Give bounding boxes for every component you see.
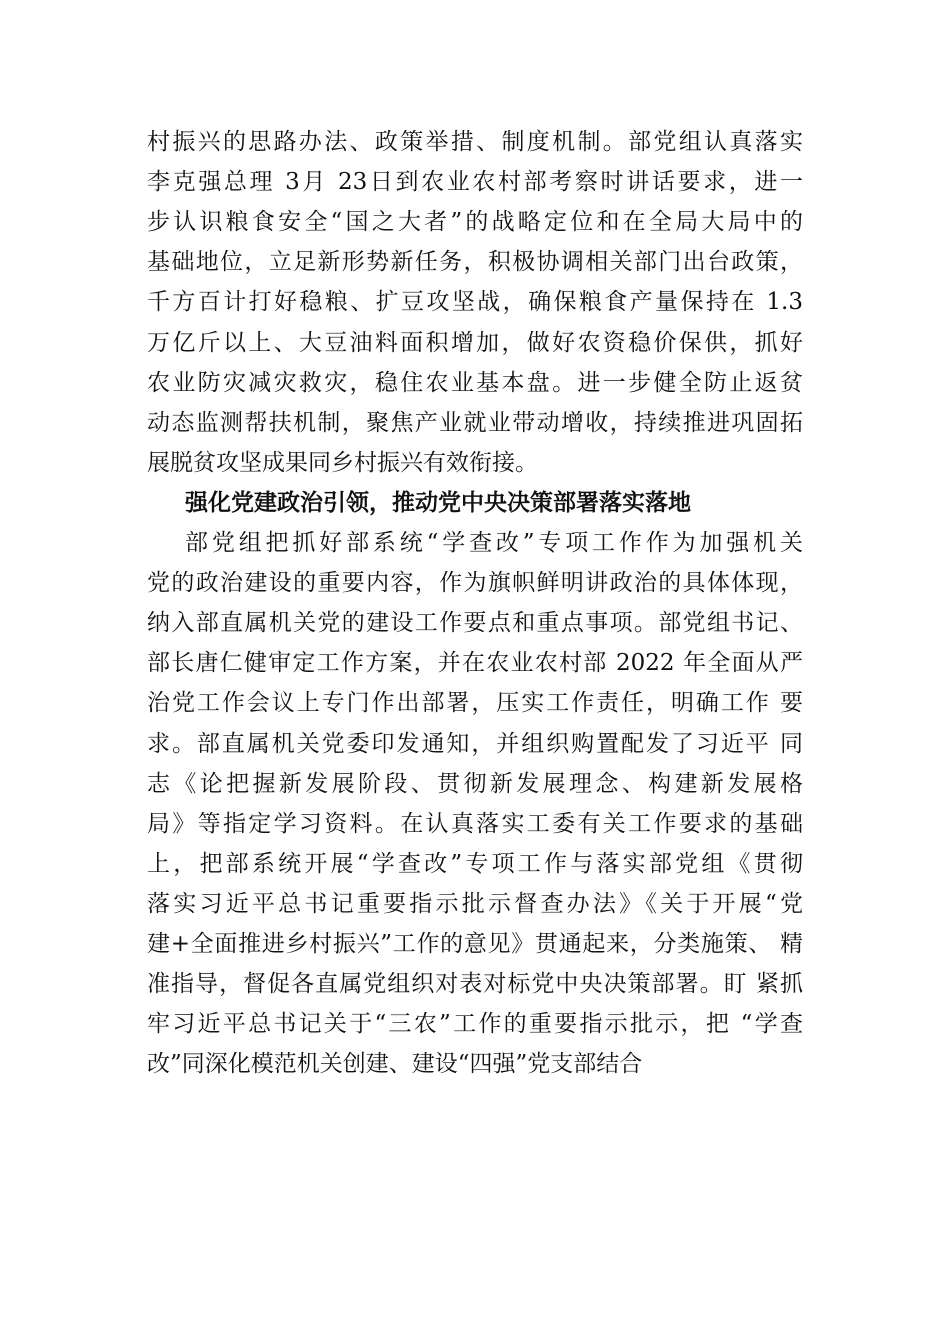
paragraph-line: 牢习近平总书记关于“三农”工作的重要指示批示，把 “学查: [147, 1011, 803, 1038]
paragraph-line: 志《论把握新发展阶段、贯彻新发展理念、构建新发展格: [147, 770, 803, 797]
paragraph-line: 部长唐仁健审定工作方案，并在农业农村部 2022 年全面从严: [147, 650, 803, 677]
paragraph-line: 展脱贫攻坚成果同乡村振兴有效衔接。: [147, 449, 538, 476]
paragraph-line: 农业防灾减灾救灾，稳住农业基本盘。进一步健全防止返贫: [147, 369, 803, 396]
paragraph-line: 动态监测帮扶机制，聚焦产业就业带动增收，持续推进巩固拓: [147, 409, 803, 436]
paragraph-line: 村振兴的思路办法、政策举措、制度机制。部党组认真落实: [147, 129, 803, 155]
paragraph-line: 李克强总理 3月 23日到农业农村部考察时讲话要求，进一: [147, 169, 803, 196]
paragraph-line: 准指导，督促各直属党组织对表对标党中央决策部署。盯 紧抓: [147, 971, 803, 998]
paragraph-line: 部党组把抓好部系统“学查改”专项工作作为加强机关: [185, 530, 803, 556]
paragraph-line: 落实习近平总书记重要指示批示督查办法》《关于开展“党: [147, 890, 803, 917]
paragraph-line: 党的政治建设的重要内容，作为旗帜鲜明讲政治的具体体现，: [147, 570, 803, 597]
section-heading: 强化党建政治引领，推动党中央决策部署落实落地: [185, 488, 691, 516]
paragraph-line: 治党工作会议上专门作出部署，压实工作责任，明确工作 要: [147, 690, 803, 717]
paragraph-line: 改”同深化模范机关创建、建设“四强”党支部结合: [147, 1051, 643, 1078]
paragraph-line: 万亿斤以上、大豆油料面积增加，做好农资稳价保供，抓好: [147, 329, 803, 356]
paragraph-line: 纳入部直属机关党的建设工作要点和重点事项。部党组书记、: [147, 610, 803, 637]
paragraph-line: 基础地位，立足新形势新任务，积极协调相关部门出台政策，: [147, 249, 803, 276]
paragraph-line: 求。部直属机关党委印发通知，并组织购置配发了习近平 同: [147, 730, 803, 757]
paragraph-line: 局》等指定学习资料。在认真落实工委有关工作要求的基础: [147, 810, 803, 837]
paragraph-line: 建+全面推进乡村振兴”工作的意见》贯通起来，分类施策、 精: [147, 931, 803, 957]
paragraph-line: 步认识粮食安全“国之大者”的战略定位和在全局大局中的: [147, 209, 803, 236]
paragraph-line: 上，把部系统开展“学查改”专项工作与落实部党组《贯彻: [147, 850, 803, 877]
paragraph-line: 千方百计打好稳粮、扩豆攻坚战，确保粮食产量保持在 1.3: [147, 289, 803, 316]
